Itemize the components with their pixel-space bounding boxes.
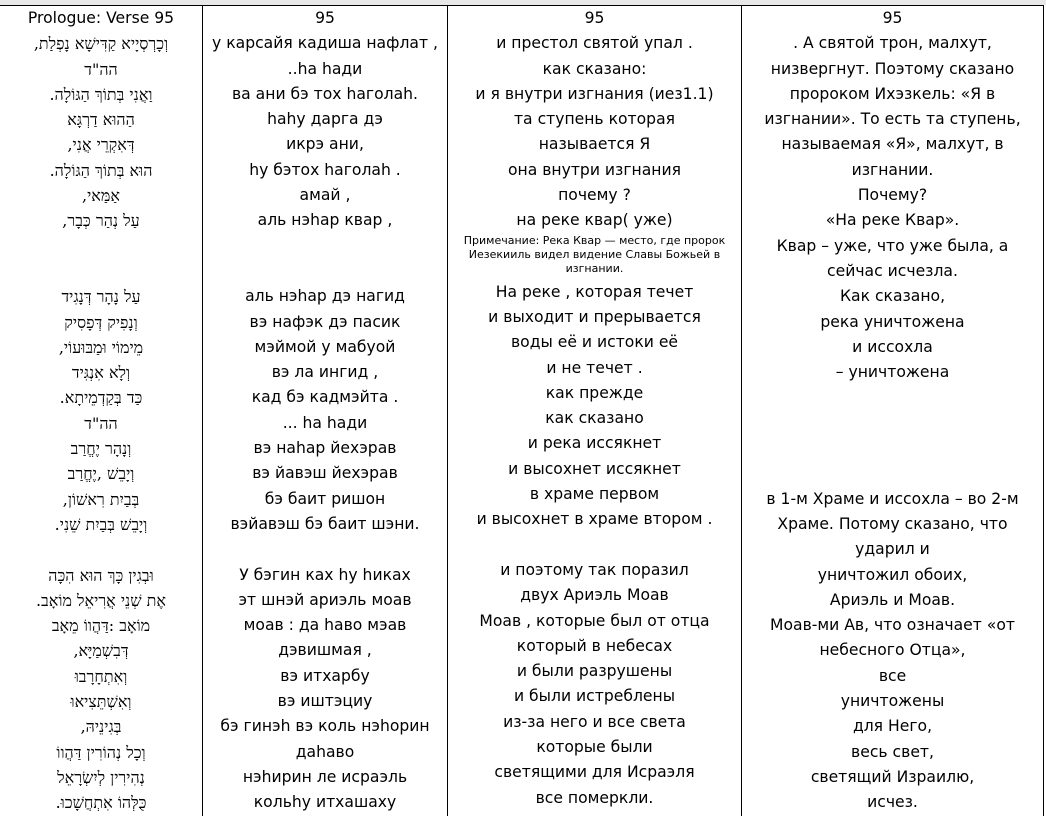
text-line: кад бэ кадмэйта . bbox=[251, 388, 399, 407]
translation-table bbox=[0, 5, 1044, 816]
blank-line bbox=[748, 385, 1037, 410]
text-line: как прежде bbox=[545, 383, 644, 402]
text-line: «На реке Квар». bbox=[825, 211, 960, 230]
text-line: וּבְגִין כָּךְ הוּא הִכָּה bbox=[48, 565, 154, 585]
text-line: вэ нафэк дэ пасик bbox=[249, 312, 401, 331]
text-line: воды её и истоки её bbox=[510, 333, 679, 352]
text-line: та ступень которая bbox=[513, 110, 676, 129]
text-line: весь свет, bbox=[851, 742, 934, 761]
text-line: аль нэhар дэ нагид bbox=[245, 287, 405, 306]
text-line: она внутри изгнания bbox=[507, 160, 682, 179]
text-line: Почему? bbox=[857, 186, 928, 205]
text-line: амай , bbox=[299, 186, 351, 205]
text-line: и иссохла bbox=[852, 337, 933, 356]
text-line: עַל נְהַר כְּבָר, bbox=[62, 211, 140, 231]
text-line: דְּבִשְׁמַיָּא, bbox=[73, 641, 129, 661]
text-line: וְיָבֵשׁ בְּבַיִת שֵׁנִי. bbox=[54, 514, 148, 534]
text-line: все bbox=[878, 666, 907, 685]
text-line: уничтожены bbox=[840, 692, 945, 711]
text-line: ... hа hади bbox=[282, 413, 368, 432]
text-line: вэ итхарбу bbox=[280, 666, 370, 685]
text-line: וְנָפִיק דְּפָסִיק bbox=[64, 312, 138, 332]
text-line: כַּד בְּקַדְמֵיתָא. bbox=[59, 388, 143, 408]
text-line: как сказано: bbox=[542, 59, 647, 78]
text-line: мэймой у мабуой bbox=[254, 337, 396, 356]
text-line: на реке квар( уже) bbox=[516, 211, 673, 230]
text-line: дэвишмая , bbox=[278, 641, 372, 660]
text-line: ударил и bbox=[855, 540, 930, 559]
text-line: низвергнут. Поэтому сказано bbox=[770, 59, 1015, 78]
text-line: и не течет . bbox=[546, 358, 643, 377]
column-literal-translation bbox=[448, 6, 742, 816]
text-line: וְלָא אִנְגִּיד bbox=[71, 363, 131, 383]
text-line: ..hа hади bbox=[287, 59, 363, 78]
text-line: кольhу итхашаху bbox=[253, 793, 397, 812]
text-line: светящими для Исраэля bbox=[494, 763, 695, 782]
blank-line bbox=[748, 411, 1037, 436]
text-line: אַמַּאי, bbox=[82, 186, 120, 206]
text-line: Храме. Потому сказано, что bbox=[777, 514, 1008, 533]
text-line: исчез. bbox=[867, 793, 918, 812]
column-commentary bbox=[742, 6, 1044, 816]
blank-line bbox=[203, 537, 447, 562]
text-line: и были разрушены bbox=[516, 662, 673, 681]
literal-translation-cell bbox=[448, 6, 741, 811]
text-line: Как сказано, bbox=[839, 287, 946, 306]
text-line: моав : да hаво мэав bbox=[243, 616, 407, 635]
text-line: Ариэль и Моав. bbox=[829, 590, 956, 609]
text-line: вэ ла ингид , bbox=[271, 363, 379, 382]
text-line: у карсайя кадиша нафлат , bbox=[212, 34, 438, 53]
text-line: бэ баит ришон bbox=[264, 489, 386, 508]
text-line: וְנָהָר יֶחֱרַב bbox=[70, 439, 132, 459]
text-line: Квар – уже, что уже была, а bbox=[776, 236, 1009, 255]
text-line: וְאִתְחָרָבוּ bbox=[74, 666, 128, 686]
hebrew-text-cell bbox=[0, 6, 202, 816]
text-line: 95 bbox=[584, 9, 605, 27]
text-line: и были истреблены bbox=[513, 687, 676, 706]
text-line: דְּאִקְרֵי אֲנִי, bbox=[67, 135, 135, 155]
text-line: וְאִשְׁתֵּצִיאוּ bbox=[70, 692, 132, 712]
text-line: . А святой трон, малхут, bbox=[793, 34, 992, 53]
text-line: уничтожил обоих, bbox=[817, 565, 968, 584]
text-line: הוּא בְּתוֹךְ הַגּוֹלָה. bbox=[49, 160, 153, 180]
text-line: из-за него и все света bbox=[503, 712, 686, 731]
text-line: изгнании. bbox=[851, 160, 934, 179]
text-line: и выходит и прерывается bbox=[488, 307, 701, 326]
text-line: пророком Ихэзкель: «Я в bbox=[789, 84, 996, 103]
text-line: даhаво bbox=[295, 742, 355, 761]
text-line: почему ? bbox=[558, 186, 631, 205]
text-line: הה"ד bbox=[84, 59, 118, 79]
text-line: и река иссякнет bbox=[527, 434, 662, 453]
text-line: все померкли. bbox=[535, 788, 654, 807]
table-row bbox=[0, 6, 1044, 816]
text-line: У бэгин ках hу hиках bbox=[239, 565, 411, 584]
commentary-cell bbox=[742, 6, 1043, 816]
text-line: икрэ ани, bbox=[286, 135, 364, 154]
text-line: как сказано bbox=[545, 409, 644, 428]
text-line: вэ наhар йехэрав bbox=[253, 439, 397, 458]
text-line: которые были bbox=[536, 738, 653, 757]
text-line: двух Ариэль Моав bbox=[520, 586, 669, 605]
text-line: На реке , которая течет bbox=[495, 282, 694, 301]
text-line: который в небесах bbox=[516, 636, 673, 655]
text-line: 95 bbox=[315, 9, 335, 27]
text-line: הה"ד bbox=[84, 413, 118, 433]
text-line: и поэтому так поразил bbox=[500, 560, 689, 579]
blank-line bbox=[203, 234, 447, 259]
text-line: מֵימוֹי וּמַבּוּעוֹי, bbox=[58, 337, 144, 357]
text-line: וְכָל נְהוֹרִין דַּהֲווֹ bbox=[56, 742, 146, 762]
text-line: 95 bbox=[882, 9, 903, 27]
text-line: эт шнэй ариэль моав bbox=[238, 590, 412, 609]
blank-line bbox=[0, 537, 202, 562]
text-line: – уничтожена bbox=[835, 363, 950, 382]
text-line: Моав-ми Ав, что означает «от bbox=[770, 616, 1015, 635]
text-line: אֶת שְׁנֵי אֲרִיאֵל מוֹאָב. bbox=[35, 590, 167, 610]
transliteration-text-cell bbox=[203, 6, 447, 816]
text-line: בְּבַיִת רִאשׁוֹן, bbox=[62, 489, 140, 509]
text-line: Моав , которые был от отца bbox=[479, 611, 710, 630]
text-line: для Него, bbox=[852, 717, 933, 736]
text-line: נְהִירִין לְיִשְׂרָאֵל bbox=[57, 767, 145, 787]
text-line: аль нэhар квар , bbox=[257, 211, 393, 230]
text-line: называемая «Я», малхут, в bbox=[781, 135, 1004, 154]
text-line: светящий Израилю, bbox=[810, 767, 975, 786]
text-line: и высохнет иссякнет bbox=[508, 459, 681, 478]
text-line: бэ гинэh вэ коль нэhорин bbox=[220, 717, 430, 736]
text-line: הַהוּא דַרְגָּא bbox=[67, 110, 135, 130]
footnote-text: Примечание: Река Квар — место, где пророк Иезекииль видел видение Славы Божьей в изгнании. bbox=[463, 233, 726, 275]
text-line: в 1-м Храме и иссохла – во 2-м bbox=[766, 489, 1019, 508]
blank-line bbox=[448, 533, 741, 558]
text-line: וְכָרְסְיָיא קַדִּישָׁא נָפְלַת, bbox=[33, 34, 169, 54]
text-line: небесного Отца», bbox=[819, 641, 966, 660]
text-line: и высохнет в храме втором . bbox=[476, 510, 713, 529]
text-line: и я внутри изгнания (иез1.1) bbox=[475, 84, 714, 103]
text-line: вэйавэш бэ баит шэни. bbox=[230, 514, 420, 533]
text-line: и престол святой упал . bbox=[496, 34, 693, 53]
text-line: вэ иштэциу bbox=[277, 692, 373, 711]
blank-line bbox=[0, 259, 202, 284]
text-line: בְּגִינֵיהּ, bbox=[80, 717, 122, 737]
text-line: Prologue: Verse 95 bbox=[27, 9, 175, 27]
text-line: сейчас исчезла. bbox=[827, 261, 958, 280]
text-line: עַל נָהָר דְּנָגִיד bbox=[61, 287, 141, 307]
text-line: וְיָבֵשׁ ,יֶחֱרַב bbox=[67, 464, 135, 484]
text-line: hаhу дарга дэ bbox=[267, 110, 383, 129]
text-line: река уничтожена bbox=[820, 312, 965, 331]
blank-line bbox=[203, 259, 447, 284]
column-transliteration bbox=[203, 6, 448, 816]
column-hebrew bbox=[0, 6, 203, 816]
text-line: ва ани бэ тох hаголаh. bbox=[231, 84, 419, 103]
blank-line bbox=[748, 436, 1037, 461]
text-line: нэhирин ле исраэль bbox=[242, 767, 408, 786]
text-line: וַאֲנִי בְּתוֹךְ הַגּוֹלָה. bbox=[49, 84, 153, 104]
text-line: hу бэтох hаголаh . bbox=[249, 160, 401, 179]
text-line: называется Я bbox=[538, 135, 651, 154]
text-line: כֻּלְּהוֹ אִתְחֲשָׁכוּ. bbox=[55, 793, 147, 813]
text-line: вэ йавэш йехэрав bbox=[252, 464, 398, 483]
text-line: изгнании». То есть та ступень, bbox=[764, 110, 1021, 129]
blank-line bbox=[0, 234, 202, 259]
text-line: в храме первом bbox=[529, 485, 660, 504]
blank-line bbox=[748, 461, 1037, 486]
text-line: מוֹאָב :דַּהֲווֹ מֵאָב bbox=[51, 616, 151, 636]
